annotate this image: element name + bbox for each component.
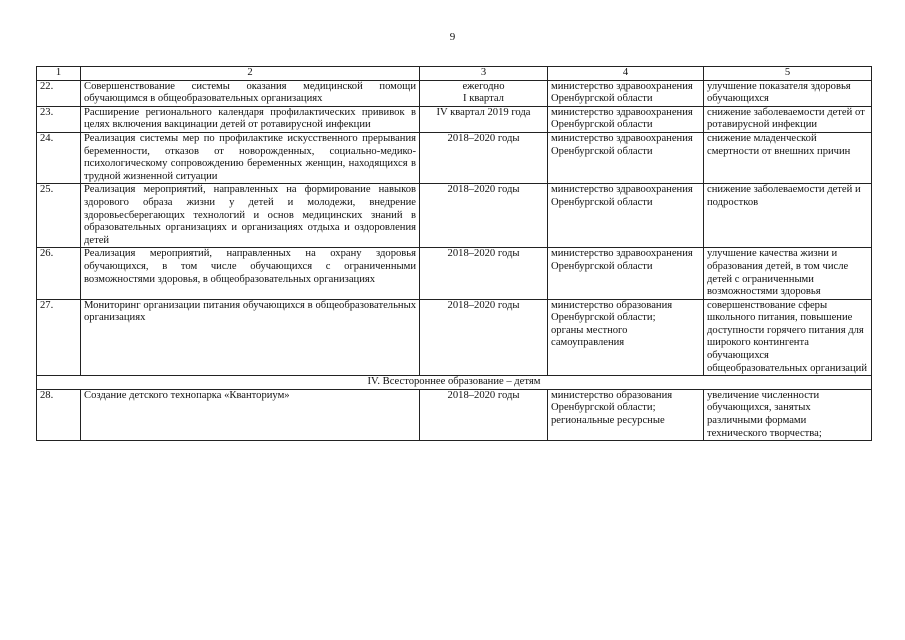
responsible-executor: министерство здравоохранения Оренбургской области	[548, 132, 704, 183]
row-number: 28.	[37, 389, 81, 440]
table-row	[37, 184, 872, 248]
activity-deadline: ежегодно I квартал	[420, 80, 548, 106]
page-number: 9	[449, 31, 456, 43]
activities-table	[36, 66, 872, 441]
expected-result: увеличение численности обучающихся, занятых различными формами технического творчества;	[704, 389, 872, 440]
activity-description: Реализация мероприятий, направленных на формирование навыков здорового образа жизни у детей и молодежи, внедрение здоровьесберегающих технологий и основ медицинских знаний в образовательных организациях и организациях отдыха и оздоровления детей	[81, 184, 420, 248]
activity-description: Реализация системы мер по профилактике искусственного прерывания беременности, отказов от новорожденных, социально-медико-психологическому сопровождению беременных женщин, находящихся в трудной жизненной ситуации	[81, 132, 420, 183]
row-number: 23.	[37, 106, 81, 132]
responsible-executor: министерство здравоохранения Оренбургской области	[548, 80, 704, 106]
table-row	[37, 389, 872, 440]
table-row	[37, 299, 872, 376]
activity-deadline: 2018–2020 годы	[420, 389, 548, 440]
section-row	[37, 376, 872, 390]
expected-result: улучшение качества жизни и образования детей, в том числе детей с ограниченными возможностями здоровья	[704, 248, 872, 299]
row-number: 22.	[37, 80, 81, 106]
responsible-executor: министерство образования Оренбургской области; органы местного самоуправления	[548, 299, 704, 376]
column-number-cell: 4	[548, 67, 704, 81]
responsible-executor: министерство здравоохранения Оренбургской области	[548, 106, 704, 132]
activity-deadline: IV квартал 2019 года	[420, 106, 548, 132]
row-number: 26.	[37, 248, 81, 299]
activity-description: Реализация мероприятий, направленных на охрану здоровья обучающихся, в том числе обучающихся с ограниченными возможностями здоровья, в общеобразовательных организациях	[81, 248, 420, 299]
responsible-executor: министерство здравоохранения Оренбургской области	[548, 248, 704, 299]
responsible-executor: министерство здравоохранения Оренбургской области	[548, 184, 704, 248]
table-row	[37, 248, 872, 299]
row-number: 25.	[37, 184, 81, 248]
activity-description: Мониторинг организации питания обучающихся в общеобразовательных организациях	[81, 299, 420, 376]
expected-result: снижение заболеваемости детей и подростков	[704, 184, 872, 248]
table-row	[37, 80, 872, 106]
responsible-executor: министерство образования Оренбургской области; региональные ресурсные	[548, 389, 704, 440]
activity-deadline: 2018–2020 годы	[420, 184, 548, 248]
activity-description: Совершенствование системы оказания медицинской помощи обучающимся в общеобразовательных организациях	[81, 80, 420, 106]
expected-result: снижение заболеваемости детей от ротавирусной инфекции	[704, 106, 872, 132]
section-title: IV. Всестороннее образование – детям	[37, 376, 872, 390]
activity-description: Расширение регионального календаря профилактических прививок в целях включения вакцинации детей от ротавирусной инфекции	[81, 106, 420, 132]
expected-result: совершенствование сферы школьного питания, повышение доступности горячего питания для широкого контингента обучающихся общеобразовательных организаций	[704, 299, 872, 376]
activity-deadline: 2018–2020 годы	[420, 248, 548, 299]
activity-deadline: 2018–2020 годы	[420, 132, 548, 183]
row-number: 24.	[37, 132, 81, 183]
activity-deadline: 2018–2020 годы	[420, 299, 548, 376]
column-number-cell: 5	[704, 67, 872, 81]
column-number-row	[37, 67, 872, 81]
expected-result: снижение младенческой смертности от внешних причин	[704, 132, 872, 183]
table-row	[37, 106, 872, 132]
expected-result: улучшение показателя здоровья обучающихся	[704, 80, 872, 106]
column-number-cell: 2	[81, 67, 420, 81]
activity-description: Создание детского технопарка «Кванториум»	[81, 389, 420, 440]
row-number: 27.	[37, 299, 81, 376]
column-number-cell: 3	[420, 67, 548, 81]
table-row	[37, 132, 872, 183]
column-number-cell: 1	[37, 67, 81, 81]
